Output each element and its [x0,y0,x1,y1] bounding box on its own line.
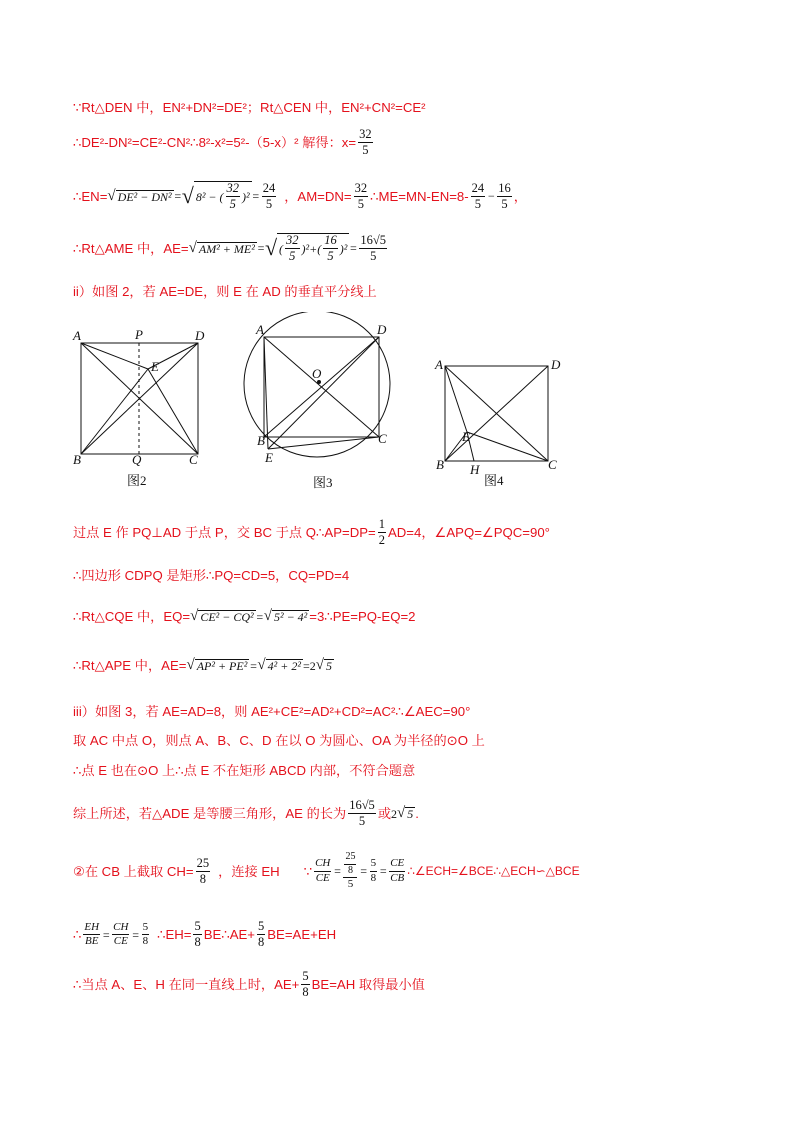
frac-num: 32 [226,182,241,197]
line-5 [73,285,377,298]
eq: = [359,864,368,879]
line-10 [73,705,470,718]
line-2 [73,128,375,157]
frac-den: 5 [347,878,354,890]
text: ∴Rt△CQE 中，EQ= [73,608,191,624]
frac-num: 1 [378,518,386,533]
fraction [323,234,338,263]
frac-num: CH [112,922,129,936]
sqrt-part: )² [242,189,250,204]
frac-den: 5 [327,249,334,264]
eq: = [131,927,140,942]
text: =3∴PE=PQ-EQ=2 [309,608,416,624]
fraction [359,234,387,263]
text: ∴DE²-DN²=CE²-CN²∴8²-x²=5²-（5-x）² 解得：x= [73,135,357,151]
frac-num: CE [389,858,405,872]
text: ， [513,188,527,204]
sqrt-arg: 5² − 4² [273,610,308,624]
text: 取 AC 中点 O，则点 A、B、C、D 在以 O 为圆心、OA 为半径的⊙O 上 [73,733,485,748]
text: 或 [377,806,391,822]
fraction [348,799,376,828]
inner-fraction [344,852,356,876]
label-D: D [551,357,561,372]
figure-4-svg [432,356,567,491]
eq: = [256,241,265,256]
sqrt-expr: √ AP² + PE² [186,657,248,673]
text: BE=AH 取得最小值 [311,977,425,993]
sqrt-expr: √ DE² − DN² [107,187,172,204]
frac-num: 25 [196,857,211,872]
frac-num: 24 [262,182,277,197]
frac-den: 5 [501,196,508,211]
fraction [262,182,277,211]
text: ii）如图 2，若 AE=DE，则 E 在 AD 的垂直平分线上 [73,284,377,299]
caption: 图4 [484,473,504,488]
fraction [285,234,300,263]
figure-4 [432,356,567,491]
frac-num: 5 [142,922,150,936]
frac-num: 16 [497,182,512,197]
label-B: B [73,452,81,467]
label-B: B [257,433,265,448]
line-6 [73,518,550,547]
frac-num: 24 [471,182,486,197]
sqrt-arg: 5 [407,807,414,822]
text: 过点 E 作 PQ⊥AD 于点 P，交 BC 于点 Q∴AP=DP= [73,525,376,541]
line-15 [73,920,336,949]
frac-den: 8 [302,985,309,1000]
eq: = [249,658,258,673]
frac-den: 5 [229,197,236,212]
frac-den: 2 [378,533,385,548]
frac-num: 16√5 [359,234,387,249]
frac-den: 5 [362,143,369,158]
frac-num: 16√5 [348,799,376,814]
text: BE=AE+EH [267,927,337,943]
fraction [343,852,357,891]
label-P: P [135,327,143,342]
fraction [301,970,309,999]
fraction [112,922,129,948]
fraction [370,858,378,884]
caption: 图3 [313,475,333,490]
coef: 2 [391,806,397,821]
sqrt-expr-2: √ 5² − 4² [263,608,308,624]
text: ∵Rt△DEN 中，EN²+DN²=DE²；Rt△CEN 中，EN²+CN²=CE² [73,100,426,115]
text: ，连接 EH [218,863,280,879]
line-16 [73,970,425,999]
frac-den: 8 [142,935,149,948]
line-1 [73,101,426,114]
frac-den: 5 [358,814,366,829]
frac-den: CB [390,871,405,884]
sqrt-arg: AM² + ME² [198,241,255,256]
fraction [354,182,369,211]
label-E: E [151,359,159,374]
text: ∴Rt△AME 中，AE= [73,240,189,256]
sqrt-expr: √ CE² − CQ² [190,608,254,624]
label-E: E [265,450,273,465]
frac-den: 5 [370,248,377,263]
label-Q: Q [132,452,142,467]
sqrt-expr-2: √ ( $\frac{32}{5}$ )²+( $\frac{16}{5}$ )² [264,233,348,264]
eq: = [379,864,388,879]
eq: = [173,189,182,204]
fraction [314,858,331,884]
frac-num: 16 [323,234,338,249]
text: ∴EN= [73,188,108,204]
fraction [226,182,241,211]
sqrt-arg: DE² − DN² [117,189,172,204]
sqrt-expr: √ 5 [397,805,414,822]
eq: = [102,927,111,942]
frac-num: 5 [301,970,309,985]
line-8 [73,609,416,624]
eq: = [251,189,260,204]
text: iii）如图 3，若 AE=AD=8，则 AE²+CE²=AD²+CD²=AC²∴∠AEC=90° [73,704,471,719]
text: . [415,806,419,822]
line-12 [73,764,415,777]
text: ∴点 E 也在⊙O 上∴点 E 不在矩形 ABCD 内部，不符合题意 [73,763,416,778]
text: AD=4，∠APQ=∠PQC=90° [387,525,550,541]
frac-den: 5 [289,249,296,264]
fraction [378,518,386,547]
frac-num: 32 [354,182,369,197]
line-11 [73,734,485,747]
label-D: D [195,328,205,343]
frac-num: 32 [285,234,300,249]
frac-den: BE [85,935,99,948]
minus: − [487,189,496,204]
text: ∴ [73,927,82,943]
fraction [196,857,211,886]
frac-den: 8 [370,871,377,884]
sqrt-expr-2: √ 4² + 2² [257,657,301,673]
sqrt-part: 8² − ( [195,189,224,204]
fraction [471,182,486,211]
fraction [358,128,373,157]
text: ∴四边形 CDPQ 是矩形∴PQ=CD=5，CQ=PD=4 [73,568,350,583]
frac-den: CE [113,935,128,948]
frac-num: 5 [257,920,265,935]
text: ，AM=DN= [284,188,352,204]
line-13 [73,799,419,828]
text: ∴Rt△APE 中，AE= [73,657,187,673]
sqrt-arg: 5 [325,659,332,673]
sqrt-arg: AP² + PE² [196,659,248,673]
label-A: A [73,328,81,343]
fraction [497,182,512,211]
frac-den: 8 [194,935,201,950]
fraction [257,920,265,949]
frac-den: 8 [258,935,265,950]
label-A: A [435,357,443,372]
frac-den: 5 [474,196,482,211]
frac-den: 8 [347,864,353,876]
label-A: A [256,322,264,337]
sqrt-expr: √ AM² + ME² [188,239,255,256]
label-D: D [377,322,387,337]
frac-num: 5 [370,858,378,872]
caption: 图2 [127,473,147,488]
fraction [193,920,201,949]
sqrt-arg: 4² + 2² [267,659,301,673]
frac-num: CH [314,858,331,872]
label-H: H [470,462,480,477]
figure-2 [72,325,207,490]
line-7 [73,569,349,582]
eq: = [349,241,358,256]
eq: = [255,609,264,624]
frac-num: 5 [193,920,201,935]
eq: =2 [302,658,316,673]
frac-den: CE [315,871,330,884]
text: BE∴AE+ [203,927,256,943]
label-C: C [189,452,198,467]
frac-den: 5 [265,196,273,211]
line-3 [73,181,527,211]
sqrt-expr-2: √ 8² − ( $\frac{32}{5}$ )² [181,181,250,212]
figure-3 [243,312,395,492]
line-4 [73,233,389,263]
label-C: C [378,431,387,446]
text: 综上所述，若△ADE 是等腰三角形，AE 的长为 [73,806,347,822]
line-9 [73,658,334,673]
text: ∴EH= [157,927,192,943]
frac-num: EH [83,922,100,936]
fraction [142,922,150,948]
line-14 [73,852,580,891]
eq: = [333,864,342,879]
figure-3-svg [243,312,395,492]
label-C: C [548,457,557,472]
fraction [83,922,100,948]
figure-2-svg [72,325,207,490]
sqrt-expr-3: √ 5 [315,657,332,673]
fraction [389,858,405,884]
frac-num: 32 [358,128,373,143]
text: ∴∠ECH=∠BCE∴△ECH∽△BCE [407,864,580,879]
label-O: O [312,366,322,381]
sqrt-arg: CE² − CQ² [200,610,254,624]
text: ②在 CB 上截取 CH= [73,863,194,879]
text: ∵ [303,863,313,879]
frac-num: 25 [344,852,356,865]
text: ∴ME=MN-EN=8- [370,188,469,204]
label-B: B [436,457,444,472]
label-E: E [462,429,470,444]
frac-den: 5 [357,196,365,211]
frac-den: 8 [199,871,207,886]
text: ∴当点 A、E、H 在同一直线上时，AE+ [73,977,300,993]
